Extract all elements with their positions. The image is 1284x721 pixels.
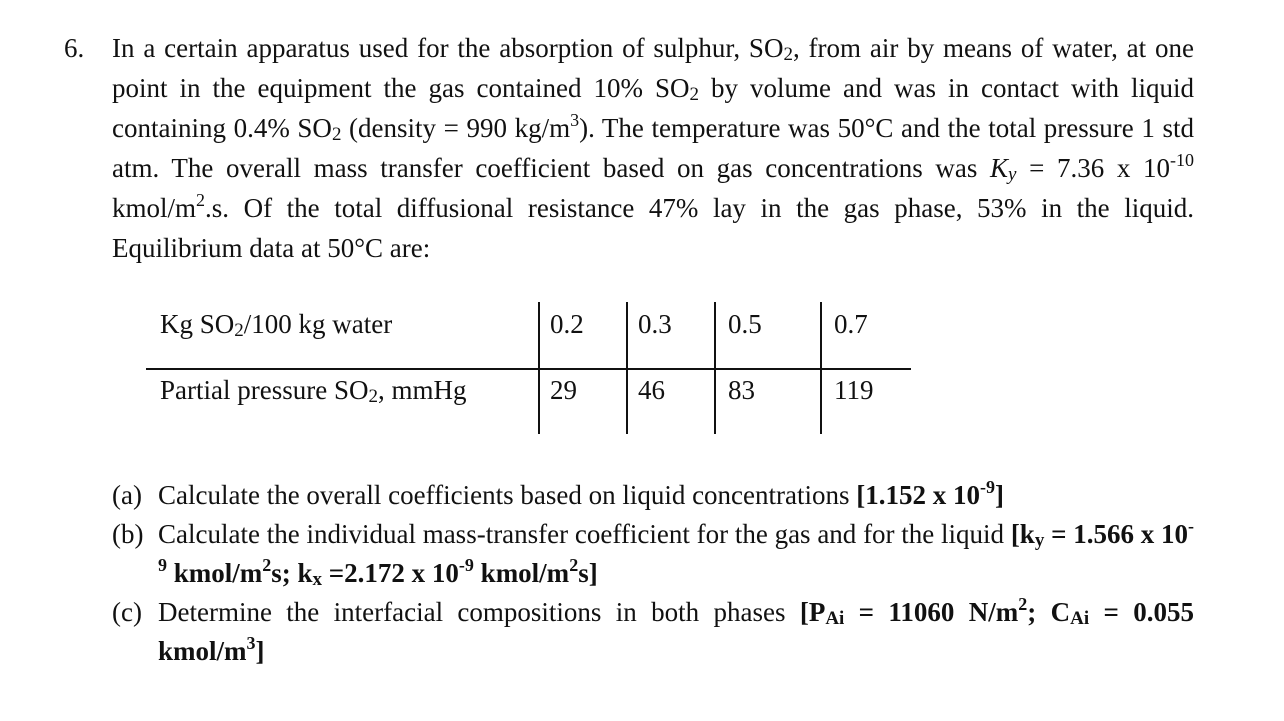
table-cell: 29 <box>550 375 577 405</box>
part-a: (a) Calculate the overall coefficients based on liquid concentrations [1.152 x $10^{-9}$] <box>112 477 1005 510</box>
table-cell: 83 <box>728 375 755 405</box>
table-cell: 46 <box>638 375 665 405</box>
question-parts <box>112 476 1194 671</box>
problem-number: 6. <box>64 33 85 63</box>
table-cell: 119 <box>834 375 874 405</box>
answer-b: [ky = 1.566 x $10^{-9}$ kmol/$m^2s$; kx =2.172 x $10^{-9}$ kmol/$m^2s$] <box>158 516 1194 590</box>
row-label-kg-so2: Kg SO2/100 kg water <box>160 309 393 341</box>
row-label-partial-pressure: Partial pressure SO2, mmHg <box>160 375 467 407</box>
problem-statement <box>64 28 1194 268</box>
table-cell: 0.5 <box>728 309 762 339</box>
table-cell: 0.7 <box>834 309 868 339</box>
part-b: (b) Calculate the individual mass-transfer coefficient for the gas and for the liquid [ky = 1.566 x $10^{-9}$ kmol/$m^2s$; kx =2.172 x $10^{-9}$ kmol/$m^2s$] <box>112 516 1194 590</box>
ky-symbol: $K_y$ <box>990 153 1017 185</box>
table-cell: 0.3 <box>638 309 672 339</box>
problem-paragraph: In a certain apparatus used for the absorption of sulphur, $SO_2$, from air by means of water, at one point in the equipment the gas contained 10% $SO_2$ by volume and was in contact with liquid containing 0.4% $SO_2$ (density = 990 $kg/m^3$). The temperature was 50°C and the total pressure 1 std atm. The overall mass transfer coefficient based on gas concentrations was $K_y = 7.36$ x $10^{-10}$ kmol/$m^2.s$. Of the total diffusional resistance 47% lay in the gas phase, 53% in the liquid. Equilibrium data at 50°C are: <box>112 33 1195 263</box>
answer-a: [1.152 x $10^{-9}$] <box>856 477 1005 510</box>
answer-c: [PAi = 11060 $N/m^2$; CAi = 0.055 kmol/$m^3$] <box>158 594 1195 666</box>
part-c: (c) Determine the interfacial compositions in both phases [PAi = 11060 $N/m^2$; CAi = 0.055 kmol/$m^3$] <box>112 594 1195 666</box>
table-cell: 0.2 <box>550 309 584 339</box>
